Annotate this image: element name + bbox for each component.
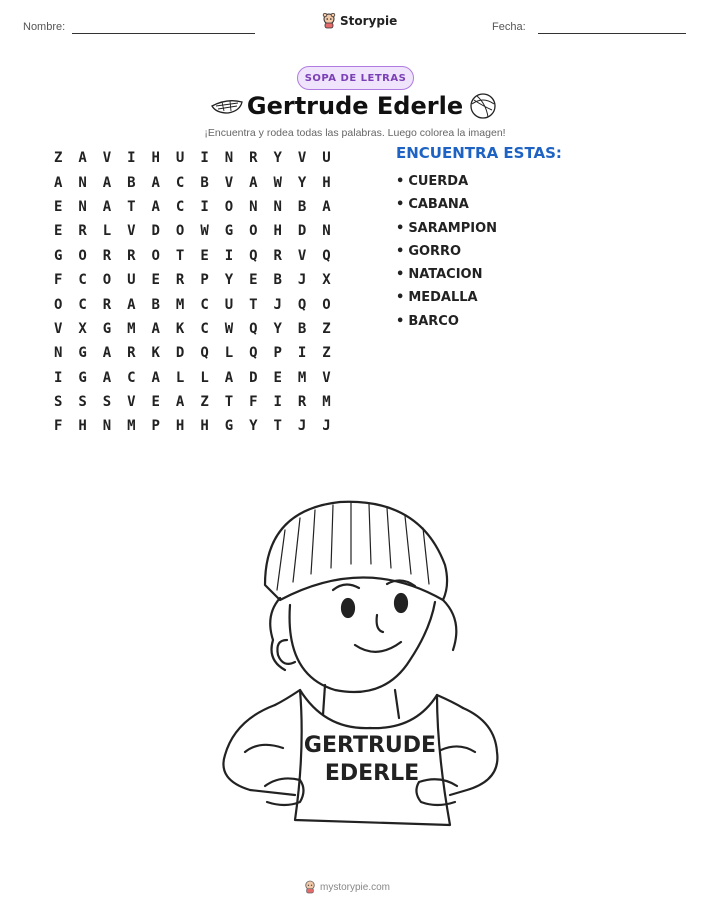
- grid-cell[interactable]: Q: [297, 296, 307, 313]
- grid-cell[interactable]: D: [151, 223, 160, 240]
- grid-cell[interactable]: L: [102, 223, 112, 240]
- swim-cap-icon: [468, 92, 498, 120]
- bullet: •: [396, 267, 405, 283]
- grid-cell[interactable]: N: [102, 418, 112, 435]
- grid-cell[interactable]: C: [78, 296, 87, 313]
- grid-cell[interactable]: H: [273, 223, 282, 240]
- grid-cell[interactable]: R: [127, 247, 136, 264]
- word-text: BARCO: [408, 313, 459, 329]
- grid-cell[interactable]: J: [297, 418, 307, 435]
- grid-cell[interactable]: B: [297, 198, 307, 215]
- grid-cell[interactable]: L: [175, 369, 185, 386]
- page-title: Gertrude Ederle: [246, 92, 464, 120]
- word-text: MEDALLA: [408, 290, 478, 306]
- grid-cell[interactable]: K: [175, 320, 185, 337]
- bullet: •: [396, 290, 405, 306]
- grid-cell[interactable]: P: [273, 345, 282, 362]
- grid-cell[interactable]: A: [102, 345, 112, 362]
- grid-cell[interactable]: A: [151, 198, 160, 215]
- brand-name: Storypie: [340, 14, 398, 28]
- grid-cell[interactable]: T: [249, 296, 258, 313]
- grid-cell[interactable]: G: [102, 320, 112, 337]
- beanie-hat: [265, 502, 447, 600]
- grid-cell[interactable]: J: [322, 418, 331, 435]
- grid-cell[interactable]: S: [78, 394, 87, 411]
- grid-cell[interactable]: R: [175, 272, 185, 289]
- grid-cell[interactable]: R: [249, 150, 258, 167]
- grid-cell[interactable]: G: [224, 418, 234, 435]
- grid-cell[interactable]: G: [78, 345, 87, 362]
- grid-cell[interactable]: V: [297, 247, 307, 264]
- grid-cell[interactable]: E: [249, 272, 258, 289]
- grid-cell[interactable]: E: [53, 223, 63, 240]
- grid-cell[interactable]: C: [200, 296, 209, 313]
- grid-cell[interactable]: B: [151, 296, 160, 313]
- word-list-item: [396, 170, 497, 193]
- grid-cell[interactable]: I: [200, 198, 209, 215]
- grid-cell[interactable]: C: [200, 320, 209, 337]
- grid-cell[interactable]: S: [53, 394, 63, 411]
- grid-cell[interactable]: A: [175, 394, 185, 411]
- bullet: •: [396, 243, 405, 259]
- bullet: •: [396, 197, 405, 213]
- grid-cell[interactable]: W: [224, 320, 234, 337]
- grid-cell[interactable]: O: [102, 272, 112, 289]
- coloring-illustration: [205, 490, 505, 865]
- grid-cell[interactable]: O: [78, 247, 87, 264]
- grid-cell[interactable]: A: [151, 320, 160, 337]
- grid-cell[interactable]: C: [175, 198, 185, 215]
- grid-cell[interactable]: E: [151, 272, 160, 289]
- grid-cell[interactable]: R: [297, 394, 307, 411]
- grid-cell[interactable]: M: [322, 394, 331, 411]
- grid-cell[interactable]: J: [273, 296, 282, 313]
- name-field-line[interactable]: [72, 33, 255, 34]
- grid-cell[interactable]: H: [200, 418, 209, 435]
- grid-cell[interactable]: N: [78, 174, 87, 191]
- grid-cell[interactable]: L: [200, 369, 209, 386]
- grid-cell[interactable]: Z: [200, 394, 209, 411]
- grid-cell[interactable]: D: [297, 223, 307, 240]
- grid-cell[interactable]: R: [273, 247, 282, 264]
- grid-cell[interactable]: A: [127, 296, 136, 313]
- grid-cell[interactable]: V: [297, 150, 307, 167]
- grid-cell[interactable]: G: [224, 223, 234, 240]
- word-list-item: [396, 286, 497, 309]
- grid-cell[interactable]: A: [78, 150, 87, 167]
- grid-cell[interactable]: I: [200, 150, 209, 167]
- date-label: Fecha:: [492, 21, 526, 33]
- grid-cell[interactable]: N: [53, 345, 63, 362]
- grid-cell[interactable]: C: [127, 369, 136, 386]
- grid-cell[interactable]: A: [53, 174, 63, 191]
- grid-cell[interactable]: V: [224, 174, 234, 191]
- grid-cell[interactable]: C: [78, 272, 87, 289]
- word-list: [396, 170, 497, 333]
- grid-cell[interactable]: A: [224, 369, 234, 386]
- word-text: CUERDA: [408, 174, 469, 189]
- grid-cell[interactable]: U: [175, 150, 185, 167]
- footer: [304, 880, 390, 894]
- footer-url[interactable]: mystorypie.com: [320, 881, 391, 893]
- face: [290, 602, 435, 692]
- grid-cell[interactable]: D: [175, 345, 185, 362]
- grid-cell[interactable]: D: [249, 369, 258, 386]
- instructions: ¡Encuentra y rodea todas las palabras. Luego colorea la imagen!: [204, 127, 506, 139]
- grid-cell[interactable]: A: [102, 174, 112, 191]
- grid-cell[interactable]: T: [273, 418, 282, 435]
- grid-cell[interactable]: X: [78, 320, 87, 337]
- activity-badge: SOPA DE LETRAS: [297, 66, 414, 90]
- grid-cell[interactable]: Y: [297, 174, 307, 191]
- grid-cell[interactable]: G: [78, 369, 87, 386]
- grid-cell[interactable]: J: [297, 272, 307, 289]
- grid-cell[interactable]: A: [151, 174, 160, 191]
- grid-cell[interactable]: B: [200, 174, 209, 191]
- grid-cell[interactable]: H: [151, 150, 160, 167]
- bullet: •: [396, 220, 405, 236]
- grid-cell[interactable]: Q: [249, 345, 258, 362]
- grid-cell[interactable]: C: [175, 174, 185, 191]
- grid-cell[interactable]: T: [127, 198, 136, 215]
- grid-cell[interactable]: Z: [322, 345, 331, 362]
- name-label: Nombre:: [23, 21, 66, 33]
- word-text: GORRO: [408, 243, 462, 259]
- grid-cell[interactable]: R: [102, 247, 112, 264]
- grid-cell[interactable]: I: [273, 394, 282, 411]
- grid-cell[interactable]: X: [322, 272, 331, 289]
- grid-cell[interactable]: L: [224, 345, 234, 362]
- grid-cell[interactable]: U: [224, 296, 234, 313]
- grid-cell[interactable]: P: [200, 272, 209, 289]
- grid-cell[interactable]: M: [127, 418, 136, 435]
- grid-cell[interactable]: V: [322, 369, 331, 386]
- shirt-text-line2: EDERLE: [324, 761, 420, 786]
- grid-cell[interactable]: V: [102, 150, 112, 167]
- grid-cell[interactable]: U: [127, 272, 136, 289]
- grid-cell[interactable]: E: [200, 247, 209, 264]
- grid-cell[interactable]: Q: [322, 247, 331, 264]
- grid-cell[interactable]: E: [53, 198, 63, 215]
- grid-cell[interactable]: R: [78, 223, 87, 240]
- grid-cell[interactable]: N: [78, 198, 87, 215]
- grid-cell[interactable]: O: [175, 223, 185, 240]
- grid-cell[interactable]: B: [273, 272, 282, 289]
- shirt-text-line1: GERTRUDE: [303, 733, 437, 758]
- grid-cell[interactable]: O: [53, 296, 63, 313]
- grid-cell[interactable]: M: [297, 369, 307, 386]
- word-list-item: [396, 217, 497, 240]
- word-search-grid[interactable]: [46, 146, 339, 439]
- grid-cell[interactable]: O: [224, 198, 234, 215]
- grid-cell[interactable]: U: [322, 150, 331, 167]
- grid-cell[interactable]: B: [127, 174, 136, 191]
- grid-cell[interactable]: T: [224, 394, 234, 411]
- grid-cell[interactable]: M: [127, 320, 136, 337]
- grid-cell[interactable]: R: [102, 296, 112, 313]
- grid-cell[interactable]: I: [53, 369, 63, 386]
- grid-cell[interactable]: H: [78, 418, 87, 435]
- word-list-title: ENCUENTRA ESTAS:: [396, 144, 562, 162]
- grid-cell[interactable]: N: [224, 150, 234, 167]
- grid-cell[interactable]: N: [249, 198, 258, 215]
- grid-cell[interactable]: K: [151, 345, 160, 362]
- grid-cell[interactable]: Y: [273, 150, 282, 167]
- grid-cell[interactable]: N: [322, 223, 331, 240]
- word-text: SARAMPION: [408, 220, 498, 236]
- grid-cell[interactable]: O: [151, 247, 160, 264]
- grid-cell[interactable]: V: [53, 320, 63, 337]
- grid-cell[interactable]: V: [127, 223, 136, 240]
- grid-cell[interactable]: G: [53, 247, 63, 264]
- grid-cell[interactable]: A: [102, 369, 112, 386]
- grid-cell[interactable]: V: [127, 394, 136, 411]
- grid-cell[interactable]: W: [273, 174, 282, 191]
- grid-cell[interactable]: S: [102, 394, 112, 411]
- grid-cell[interactable]: P: [151, 418, 160, 435]
- grid-cell[interactable]: F: [53, 272, 63, 289]
- word-list-item: [396, 193, 497, 216]
- bullet: •: [396, 313, 405, 329]
- grid-cell[interactable]: Z: [53, 150, 63, 167]
- word-list-item: [396, 240, 497, 263]
- grid-cell[interactable]: B: [297, 320, 307, 337]
- grid-cell[interactable]: W: [200, 223, 209, 240]
- storypie-mascot-icon: [304, 880, 316, 894]
- grid-cell[interactable]: A: [322, 198, 331, 215]
- grid-cell[interactable]: Y: [273, 320, 282, 337]
- grid-cell[interactable]: F: [53, 418, 63, 435]
- grid-cell[interactable]: R: [127, 345, 136, 362]
- grid-cell[interactable]: O: [249, 223, 258, 240]
- grid-cell[interactable]: O: [322, 296, 331, 313]
- brand-logo: [322, 13, 397, 29]
- grid-cell[interactable]: Y: [249, 418, 258, 435]
- date-field-line[interactable]: [538, 33, 686, 34]
- grid-cell[interactable]: Z: [322, 320, 331, 337]
- grid-cell[interactable]: Q: [200, 345, 209, 362]
- storypie-mascot-icon: [322, 13, 336, 29]
- grid-cell[interactable]: N: [273, 198, 282, 215]
- grid-cell[interactable]: Y: [224, 272, 234, 289]
- grid-cell[interactable]: I: [127, 150, 136, 167]
- word-list-item: [396, 310, 497, 333]
- grid-cell[interactable]: E: [151, 394, 160, 411]
- grid-cell[interactable]: A: [102, 198, 112, 215]
- word-text: CABANA: [408, 197, 469, 213]
- grid-cell[interactable]: I: [297, 345, 307, 362]
- grid-cell[interactable]: Q: [249, 247, 258, 264]
- grid-cell[interactable]: H: [322, 174, 331, 191]
- grid-cell[interactable]: I: [224, 247, 234, 264]
- bullet: •: [396, 174, 405, 189]
- grid-cell[interactable]: F: [249, 394, 258, 411]
- grid-cell[interactable]: H: [175, 418, 185, 435]
- grid-cell[interactable]: M: [175, 296, 185, 313]
- grid-cell[interactable]: Q: [249, 320, 258, 337]
- grid-cell[interactable]: T: [175, 247, 185, 264]
- word-list-item: [396, 263, 497, 286]
- word-text: NATACION: [408, 267, 483, 283]
- grid-cell[interactable]: A: [249, 174, 258, 191]
- grid-cell[interactable]: E: [273, 369, 282, 386]
- grid-cell[interactable]: A: [151, 369, 160, 386]
